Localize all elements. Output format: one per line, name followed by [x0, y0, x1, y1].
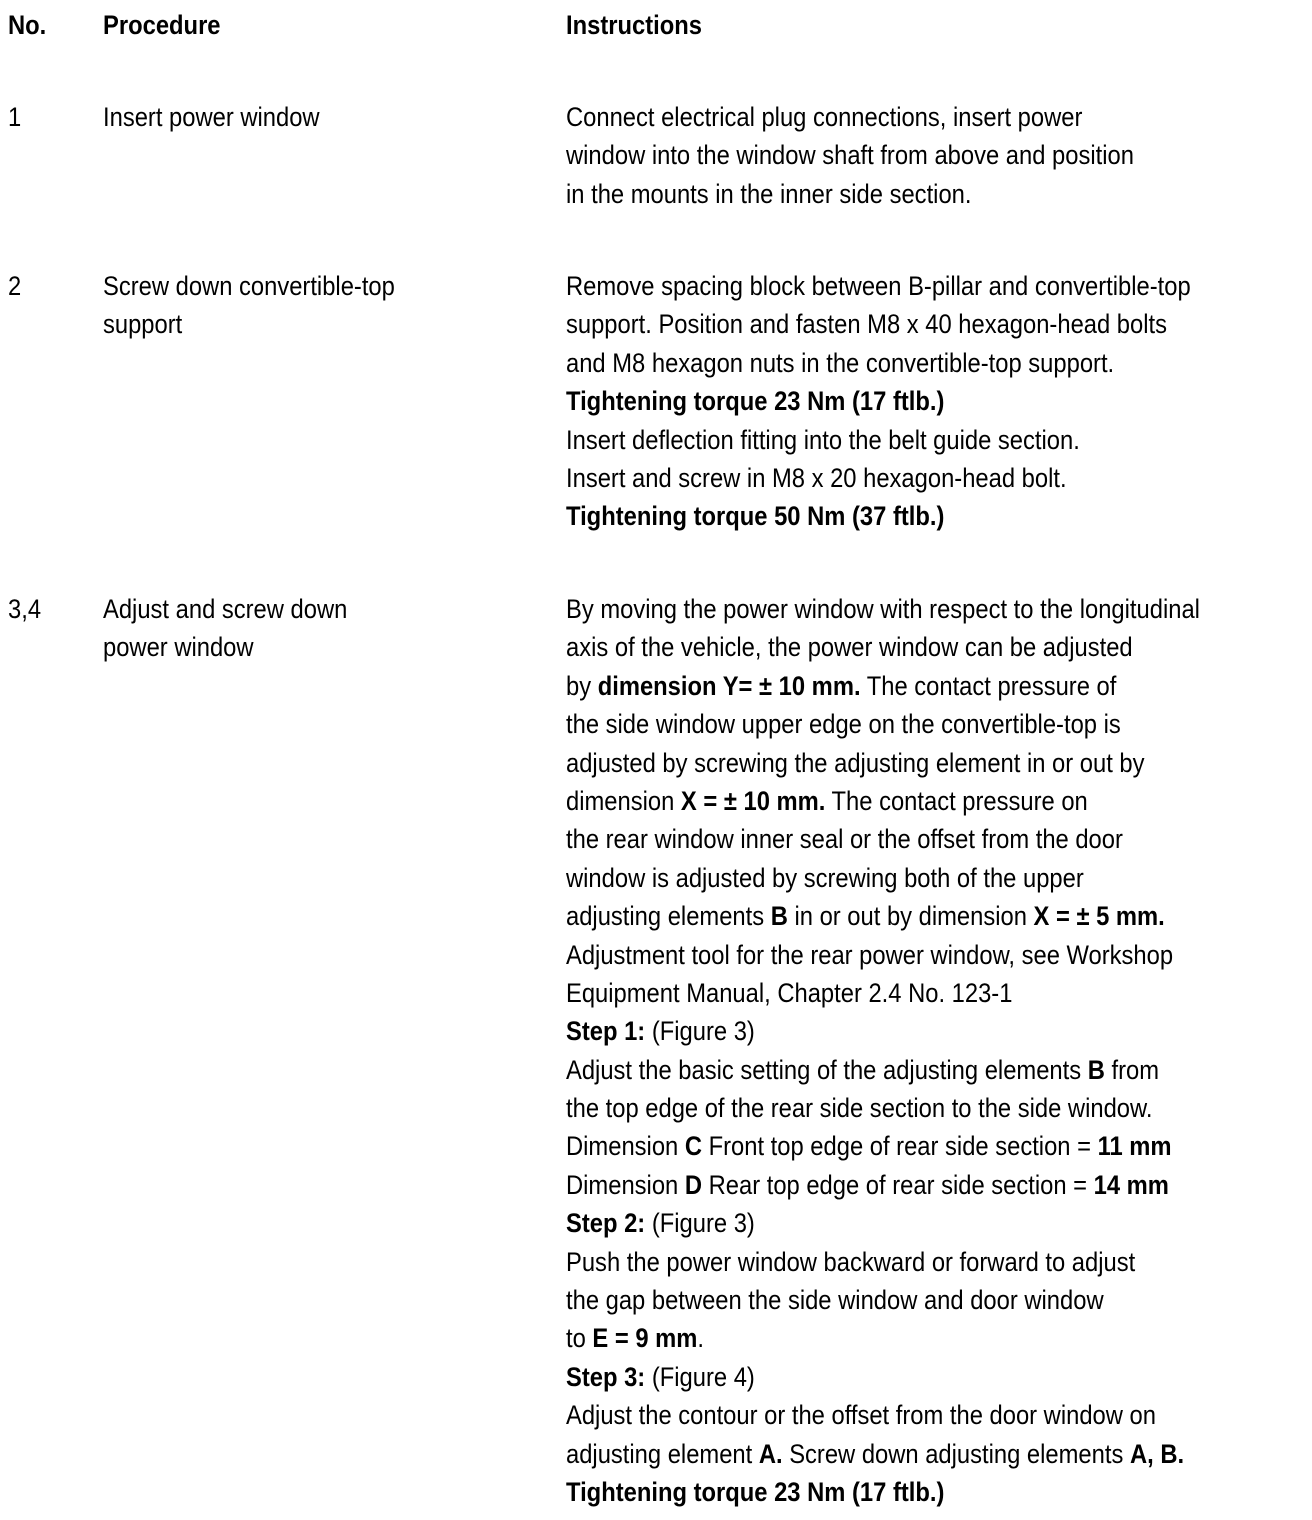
header-no: No.	[8, 10, 47, 40]
torque-spec: Tightening torque 23 Nm (17 ftlb.)	[566, 386, 945, 417]
instructions-cell: Connect electrical plug connections, insert power window into the window shaft from above and position in the mounts in the inner side section.	[566, 102, 1134, 209]
instructions-cell: By moving the power window with respect to the longitudinal axis of the vehicle, the power window can be adjusted by dimension Y= ± 10 mm. The contact pressure of the side window upper edge on the convertible-top is adjusted by screwing the adjusting element in or out by dimension X = ± 10 mm. The contact pressure on the rear window inner seal or the offset from the door window is adjusted by screwing both of the upper adjusting elements B in or out by dimension X = ± 5 mm. Adjustment tool for the rear power window, see Workshop Equipment Manual, Chapter 2.4 No. 123-1 Step 1: (Figure 3) Adjust the basic setting of the adjusting elements B from the top edge of the rear side section to the side window. Dimension C Front top edge of rear side section = 11 mm Dimension D Rear top edge of rear side section = 14 mm Step 2: (Figure 3) Push the power window backward or forward to adjust the gap between the side window and door window to E = 9 mm. Step 3: (Figure 4) Adjust the contour or the offset from the door window on adjusting element A. Screw down adjusting elements A, B. Tightening torque 23 Nm (17 ftlb.)	[566, 590, 1200, 1511]
header-instructions: Instructions	[566, 10, 702, 40]
instructions-cell: Remove spacing block between B-pillar and convertible-top support. Position and fasten M8 x 40 hexagon-head bolts and M8 hexagon nuts in the convertible-top support. Tightening torque 23 Nm (17 ftlb.) Insert deflection fitting into the belt guide section. Insert and screw in M8 x 20 hexagon-head bolt. Tightening torque 50 Nm (37 ftlb.)	[566, 267, 1191, 536]
row-number: 3,4	[8, 594, 42, 624]
procedure-cell: Screw down convertible-top support	[103, 271, 395, 340]
step-heading: Step 3: (Figure 4)	[566, 1361, 755, 1392]
step-heading: Step 1: (Figure 3)	[566, 1016, 755, 1047]
row-number: 2	[8, 271, 22, 301]
torque-spec: Tightening torque 50 Nm (37 ftlb.)	[566, 501, 945, 532]
procedure-cell: Adjust and screw down power window	[103, 594, 348, 663]
torque-spec: Tightening torque 23 Nm (17 ftlb.)	[566, 1476, 945, 1507]
row-number: 1	[8, 102, 22, 132]
procedure-cell: Insert power window	[103, 102, 320, 132]
header-procedure: Procedure	[103, 10, 221, 40]
step-heading: Step 2: (Figure 3)	[566, 1208, 755, 1239]
